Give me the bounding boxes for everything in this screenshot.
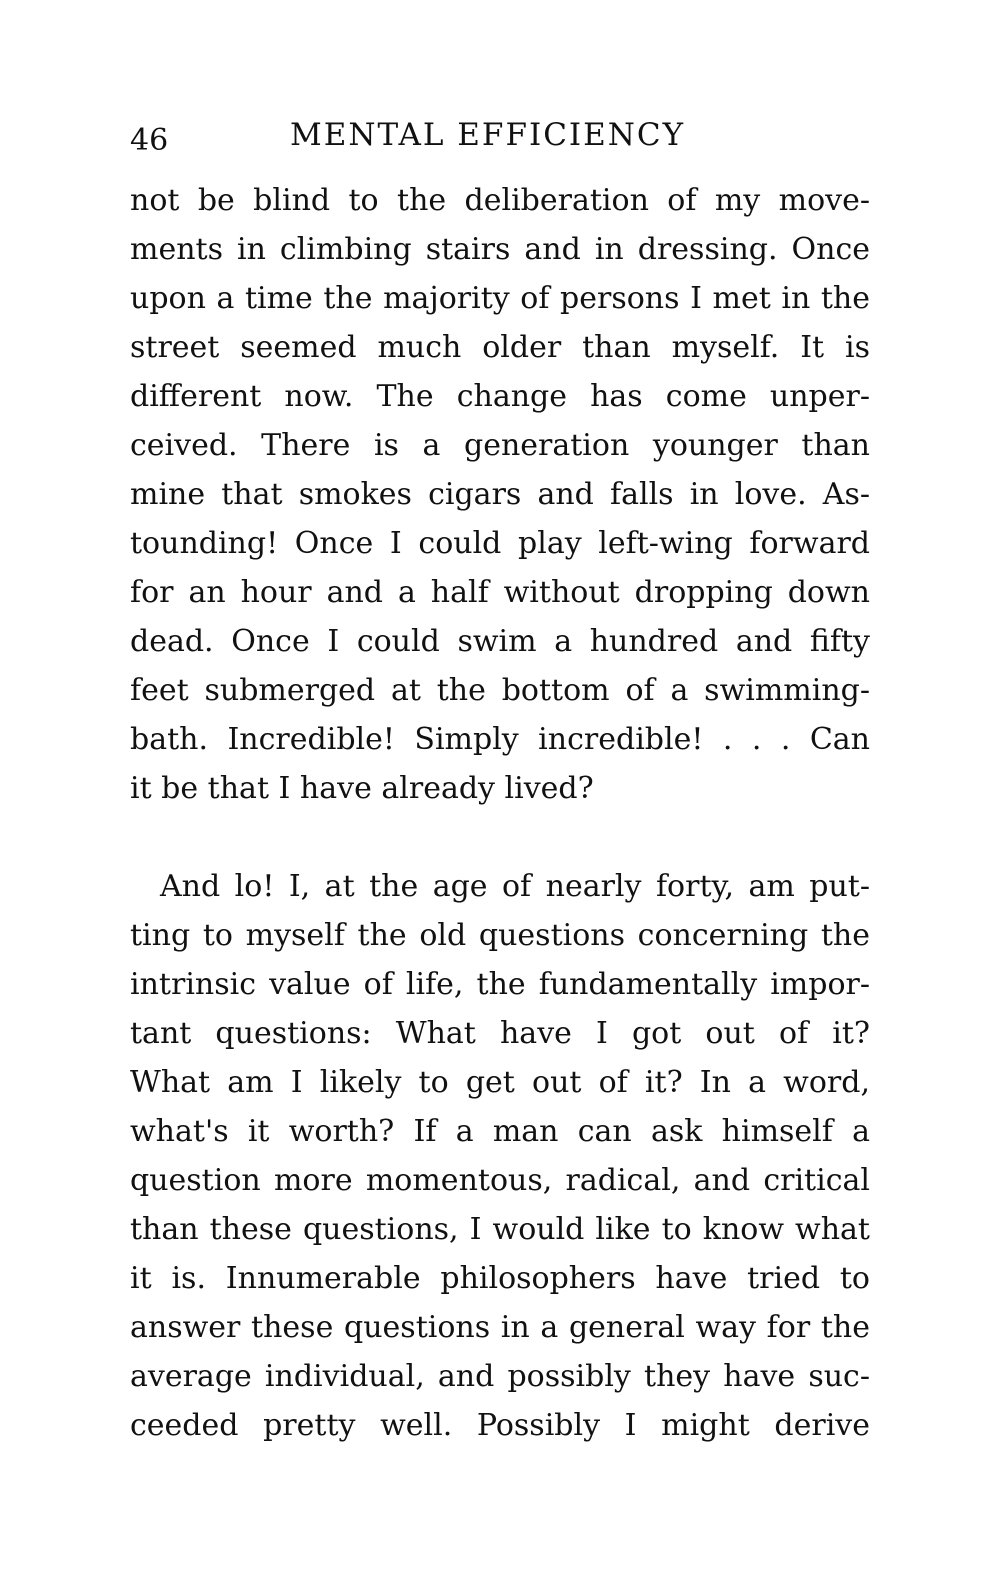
text-line: ting to myself the old questions concerning the bbox=[130, 918, 870, 953]
text-line: feet submerged at the bottom of a swimming- bbox=[130, 673, 870, 708]
text-line: intrinsic value of life, the fundamentally impor- bbox=[130, 967, 870, 1002]
text-line: for an hour and a half without dropping down bbox=[130, 575, 870, 610]
text-line: ceeded pretty well. Possibly I might derive bbox=[130, 1408, 870, 1443]
running-title: MENTAL EFFICIENCY bbox=[290, 117, 686, 153]
text-line: it is. Innumerable philosophers have tried to bbox=[130, 1261, 870, 1296]
text-line: it be that I have already lived? bbox=[130, 771, 594, 806]
text-line: tounding! Once I could play left-wing forward bbox=[130, 526, 870, 561]
text-line: average individual, and possibly they have suc- bbox=[130, 1359, 870, 1394]
paragraph-2 bbox=[130, 862, 870, 1450]
text-line: question more momentous, radical, and critical bbox=[130, 1163, 870, 1198]
running-head bbox=[130, 112, 870, 160]
text-line: than these questions, I would like to know what bbox=[130, 1212, 870, 1247]
text-line: different now. The change has come unper- bbox=[130, 379, 870, 414]
text-line: tant questions: What have I got out of it? bbox=[130, 1016, 870, 1051]
text-line: street seemed much older than myself. It is bbox=[130, 330, 870, 365]
text-line: answer these questions in a general way for the bbox=[130, 1310, 870, 1345]
text-line: mine that smokes cigars and falls in love. As- bbox=[130, 477, 870, 512]
page-number: 46 bbox=[130, 123, 169, 158]
paragraph-1 bbox=[130, 176, 870, 813]
text-line: dead. Once I could swim a hundred and fifty bbox=[130, 624, 870, 659]
text-line: ments in climbing stairs and in dressing. Once bbox=[130, 232, 870, 267]
text-line: And lo! I, at the age of nearly forty, am put- bbox=[160, 869, 870, 904]
text-line: What am I likely to get out of it? In a word, bbox=[130, 1065, 870, 1100]
text-line: ceived. There is a generation younger than bbox=[130, 428, 870, 463]
text-line: bath. Incredible! Simply incredible! . . . Can bbox=[130, 722, 870, 757]
text-line: upon a time the majority of persons I met in the bbox=[130, 281, 870, 316]
text-line: what's it worth? If a man can ask himself a bbox=[130, 1114, 870, 1149]
text-line: not be blind to the deliberation of my move- bbox=[130, 183, 870, 218]
